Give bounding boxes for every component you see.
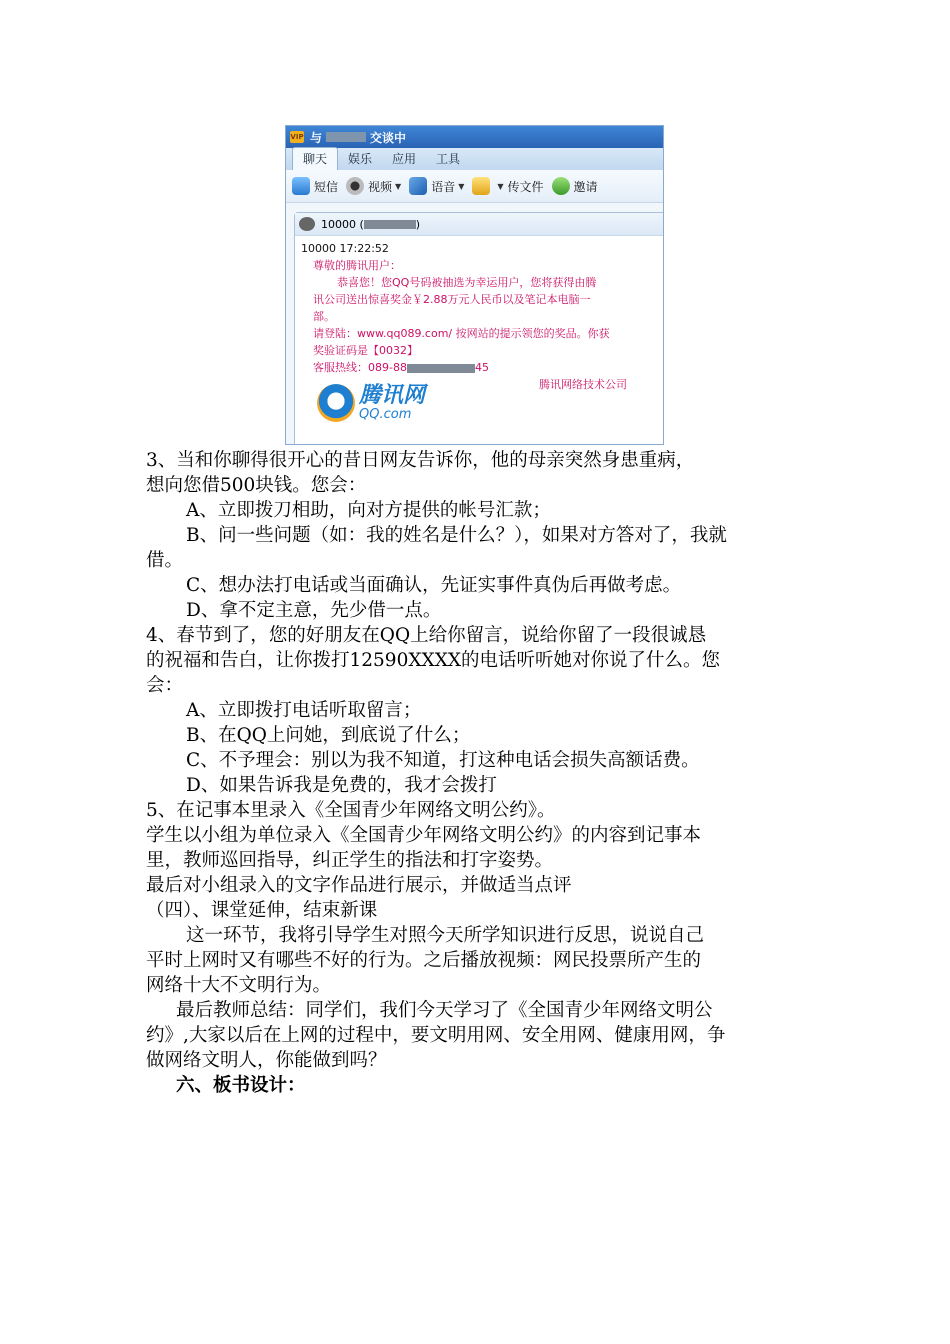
- tab-tools[interactable]: 工具: [436, 152, 461, 166]
- title-prefix: 与: [310, 130, 323, 145]
- q4-option-a: A、立即拨打电话听取留言；: [186, 700, 422, 721]
- message-line: 恭喜您！您QQ号码被抽选为幸运用户，您将获得由腾: [337, 276, 597, 289]
- contact-id: 10000 (: [321, 217, 364, 231]
- sms-icon: [292, 177, 310, 195]
- section-5-text: 学生以小组为单位录入《全国青少年网络文明公约》的内容到记事本: [146, 825, 702, 846]
- q3-option-d: D、拿不定主意，先少借一点。: [186, 600, 442, 621]
- message-line: 尊敬的腾讯用户：: [313, 259, 401, 272]
- part-4-summary: 做网络文明人，你能做到吗？: [146, 1050, 387, 1071]
- message-panel: [294, 212, 664, 445]
- q3-option-b: B、问一些问题（如：我的姓名是什么？），如果对方答对了，我就: [186, 525, 727, 546]
- message-meta: 10000 17:22:52: [301, 242, 389, 255]
- qq-logo-icon: [317, 384, 355, 422]
- chat-toolbar: [286, 170, 663, 203]
- webcam-icon: [346, 177, 364, 195]
- chevron-down-icon[interactable]: ▼: [497, 181, 504, 191]
- q3-option-a: A、立即拨刀相助，向对方提供的帐号汇款；: [186, 500, 551, 521]
- redacted-phone: [407, 364, 475, 373]
- part-4-title: （四）、课堂延伸，结束新课: [146, 900, 378, 921]
- microphone-icon: [409, 177, 427, 195]
- part-4-paragraph: 这一环节，我将引导学生对照今天所学知识进行反思，说说自己: [186, 925, 705, 946]
- title-suffix: 交谈中: [370, 130, 407, 145]
- invite-label: 邀请: [573, 179, 598, 194]
- section-6-title: 六、板书设计：: [176, 1075, 306, 1096]
- message-line: 奖验证码是【0032】: [313, 344, 418, 357]
- chat-tabs: [286, 148, 663, 170]
- voice-label: 语音: [431, 179, 456, 194]
- tab-apps[interactable]: 应用: [392, 152, 417, 166]
- sms-label: 短信: [314, 179, 339, 194]
- invite-button[interactable]: [552, 177, 598, 195]
- section-5-title: 5、在记事本里录入《全国青少年网络文明公约》。: [146, 800, 556, 821]
- contact-avatar-icon: [299, 217, 315, 231]
- q3-line: 3、当和你聊得很开心的昔日网友告诉你，他的母亲突然身患重病，: [146, 450, 695, 471]
- logo-en-text: QQ.com: [359, 407, 412, 422]
- folder-icon: [472, 177, 490, 195]
- q4-option-c: C、不予理会：别以为我不知道，打这种电话会损失高额话费。: [186, 750, 700, 771]
- redacted-name: [326, 132, 366, 142]
- chat-message: [295, 236, 664, 380]
- tab-chat[interactable]: 聊天: [292, 147, 338, 170]
- q4-option-d: D、如果告诉我是免费的，我才会拨打: [186, 775, 497, 796]
- company-signature: 腾讯网络技术公司: [539, 378, 627, 391]
- video-label: 视频: [368, 179, 393, 194]
- q4-line: 会：: [146, 675, 184, 696]
- q3-line: 想向您借500块钱。您会：: [146, 475, 367, 496]
- q3-option-b-cont: 借。: [146, 550, 184, 571]
- video-button[interactable]: [346, 177, 401, 195]
- vip-icon: VIP: [290, 133, 304, 141]
- tab-entertainment[interactable]: 娱乐: [348, 152, 373, 166]
- q4-line: 的祝福和告白，让你拨打12590XXXX的电话听听她对你说了什么。您: [146, 650, 721, 671]
- contact-header: [295, 213, 664, 236]
- message-line: 部。: [313, 310, 335, 323]
- chat-titlebar: [286, 126, 663, 148]
- q3-option-c: C、想办法打电话或当面确认，先证实事件真伪后再做考虑。: [186, 575, 682, 596]
- section-5-text: 里，教师巡回指导，纠正学生的指法和打字姿势。: [146, 850, 554, 871]
- sms-button[interactable]: [292, 177, 338, 195]
- message-footer: [295, 380, 664, 440]
- send-file-label: 传文件: [507, 179, 544, 194]
- add-user-icon: [552, 177, 570, 195]
- message-body: [301, 257, 661, 376]
- part-4-paragraph: 平时上网时又有哪些不好的行为。之后播放视频：网民投票所产生的: [146, 950, 702, 971]
- send-file-button[interactable]: [472, 177, 543, 195]
- message-line: 请登陆：www.qq089.com/ 按网站的提示领您的奖品。你获: [313, 327, 610, 340]
- part-4-paragraph: 网络十大不文明行为。: [146, 975, 332, 996]
- contact-close-paren: ): [415, 217, 421, 231]
- logo-cn-text: 腾讯网: [359, 383, 426, 408]
- hotline-suffix: 45: [474, 361, 489, 374]
- part-4-summary: 最后教师总结：同学们，我们今天学习了《全国青少年网络文明公: [176, 1000, 713, 1021]
- qq-chat-screenshot: [285, 125, 664, 445]
- message-line: 讯公司送出惊喜奖金￥2.88万元人民币以及笔记本电脑一: [313, 293, 591, 306]
- voice-button[interactable]: [409, 177, 464, 195]
- hotline-prefix: 客服热线：089-88: [313, 361, 407, 374]
- tencent-logo: [317, 384, 425, 422]
- part-4-summary: 约》,大家以后在上网的过程中，要文明用网、安全用网、健康用网，争: [146, 1025, 726, 1046]
- q4-option-b: B、在QQ上问她，到底说了什么；: [186, 725, 471, 746]
- q4-line: 4、春节到了，您的好朋友在QQ上给你留言，说给你留了一段很诚恳: [146, 625, 707, 646]
- section-5-text: 最后对小组录入的文字作品进行展示，并做适当点评: [146, 875, 572, 896]
- document-body: [146, 448, 810, 1098]
- redacted-nickname: [364, 220, 416, 229]
- chevron-down-icon[interactable]: ▼: [458, 181, 465, 191]
- chevron-down-icon[interactable]: ▼: [395, 181, 402, 191]
- hotline-line: [313, 359, 661, 376]
